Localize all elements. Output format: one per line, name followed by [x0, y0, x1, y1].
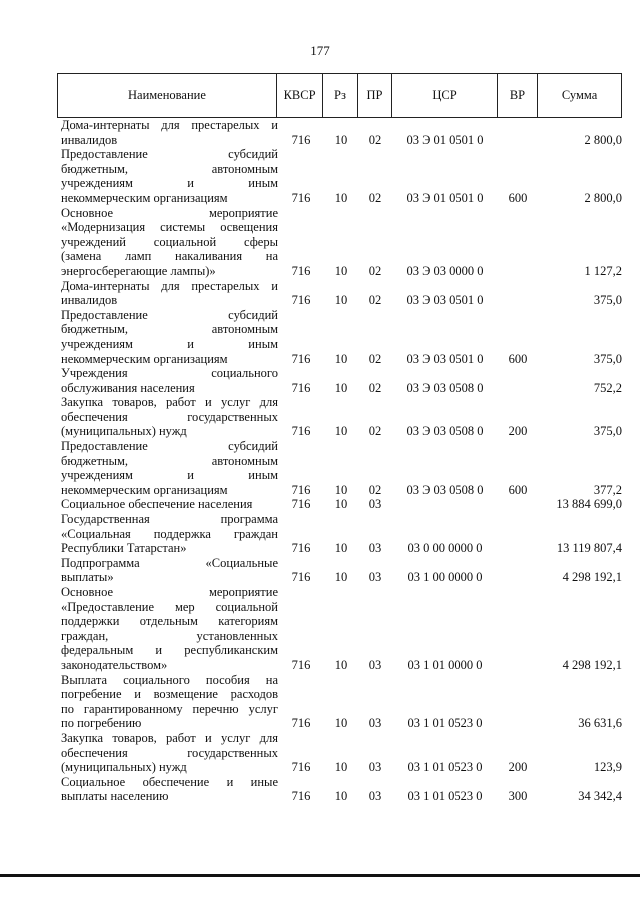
- row-name: [57, 512, 278, 556]
- row-kvsr: 716: [291, 190, 311, 205]
- row-name: [57, 366, 278, 395]
- row-name-line: бюджетным, автономным: [61, 322, 278, 337]
- row-name-line: некоммерческим организациям: [61, 482, 228, 497]
- row-name-line: выплаты населению: [61, 789, 169, 804]
- table-row: [57, 366, 622, 395]
- table-row: [57, 279, 622, 308]
- row-kvsr: 716: [291, 789, 311, 804]
- table-row: [57, 206, 622, 279]
- row-name-line: выплаты»: [61, 570, 114, 585]
- row-name-line: Основное мероприятие: [61, 205, 278, 220]
- row-pr: 02: [368, 482, 382, 497]
- row-csr: 03 Э 03 0508 0: [406, 482, 484, 497]
- row-sum: 375,0: [593, 293, 622, 308]
- row-pr: 03: [368, 657, 382, 672]
- row-kvsr: 716: [291, 380, 311, 395]
- row-name: [57, 395, 278, 439]
- row-pr: 02: [368, 263, 382, 278]
- row-name-line: Предоставление субсидий: [61, 307, 278, 322]
- row-csr: 03 0 00 0000 0: [407, 541, 483, 556]
- row-pr: 03: [368, 789, 382, 804]
- row-name: [57, 279, 278, 308]
- row-name-line: Социальное обеспечение и иные: [61, 774, 278, 789]
- row-name-line: Основное мероприятие: [61, 585, 278, 599]
- row-vr: 300: [508, 789, 528, 804]
- row-name-line: по погребению: [61, 716, 142, 731]
- row-name-line: граждан, установленных: [61, 628, 278, 643]
- row-rz: 10: [334, 293, 348, 308]
- row-name-line: учреждениям и иным: [61, 336, 278, 351]
- row-kvsr: 716: [291, 760, 311, 775]
- row-name-line: инвалидов: [61, 293, 118, 308]
- row-name-line: бюджетным, автономным: [61, 161, 278, 176]
- table-row: [57, 585, 622, 673]
- row-vr: 600: [508, 351, 528, 366]
- row-kvsr: 716: [291, 497, 311, 512]
- row-name-line: некоммерческим организациям: [61, 190, 228, 205]
- row-name-line: (муниципальных) нужд: [61, 760, 187, 775]
- row-pr: 03: [368, 497, 382, 512]
- row-vr: 600: [508, 190, 528, 205]
- row-name-line: обеспечения государственных: [61, 745, 278, 760]
- row-kvsr: 716: [291, 657, 311, 672]
- table-row: [57, 308, 622, 366]
- row-vr: 200: [508, 424, 528, 439]
- row-kvsr: 716: [291, 351, 311, 366]
- row-kvsr: 716: [291, 424, 311, 439]
- row-name-line: Социальное обеспечение населения: [61, 497, 253, 512]
- row-name-line: Подпрограмма «Социальные: [61, 555, 278, 570]
- row-sum: 123,9: [593, 760, 622, 775]
- row-vr: 200: [508, 760, 528, 775]
- row-sum: 1 127,2: [584, 263, 622, 278]
- row-name-line: Республики Татарстан»: [61, 541, 187, 556]
- row-sum: 375,0: [593, 424, 622, 439]
- row-csr: 03 Э 03 0508 0: [406, 424, 484, 439]
- row-rz: 10: [334, 380, 348, 395]
- table-row: [57, 147, 622, 205]
- row-name-line: Учреждения социального: [61, 366, 278, 381]
- row-name-line: Закупка товаров, работ и услуг для: [61, 395, 278, 410]
- table-row: [57, 395, 622, 439]
- row-name-line: Предоставление субсидий: [61, 439, 278, 454]
- row-name-line: обслуживания населения: [61, 380, 195, 395]
- row-rz: 10: [334, 570, 348, 585]
- table-row: [57, 556, 622, 585]
- row-name: [57, 556, 278, 585]
- row-name: [57, 585, 278, 673]
- page-bottom-rule: [0, 874, 640, 877]
- row-name-line: Государственная программа: [61, 512, 278, 527]
- table-row: [57, 512, 622, 556]
- row-sum: 375,0: [593, 351, 622, 366]
- row-name-line: поддержки отдельным категориям: [61, 614, 278, 629]
- row-name-line: учреждениям и иным: [61, 176, 278, 191]
- row-kvsr: 716: [291, 570, 311, 585]
- row-kvsr: 716: [291, 132, 311, 147]
- row-csr: 03 Э 03 0508 0: [406, 380, 484, 395]
- row-kvsr: 716: [291, 482, 311, 497]
- row-rz: 10: [334, 132, 348, 147]
- table-row: [57, 673, 622, 731]
- row-sum: 4 298 192,1: [562, 570, 622, 585]
- row-name: [57, 673, 278, 731]
- row-pr: 02: [368, 380, 382, 395]
- header-name: Наименование: [128, 88, 206, 102]
- row-name: [57, 731, 278, 775]
- row-pr: 02: [368, 293, 382, 308]
- row-sum: 13 119 807,4: [556, 541, 622, 556]
- table-body: [57, 118, 622, 804]
- row-kvsr: 716: [291, 263, 311, 278]
- row-name-line: Дома-интернаты для престарелых и: [61, 278, 278, 293]
- row-pr: 02: [368, 351, 382, 366]
- row-name-line: бюджетным, автономным: [61, 453, 278, 468]
- row-rz: 10: [334, 497, 348, 512]
- row-name-line: Закупка товаров, работ и услуг для: [61, 730, 278, 745]
- table-row: [57, 775, 622, 804]
- row-name-line: по гарантированному перечню услуг: [61, 701, 278, 716]
- row-sum: 34 342,4: [578, 789, 622, 804]
- row-csr: 03 Э 01 0501 0: [406, 132, 484, 147]
- row-name-line: (замена ламп накаливания на: [61, 249, 278, 264]
- row-csr: 03 Э 01 0501 0: [406, 190, 484, 205]
- row-sum: 2 800,0: [584, 132, 622, 147]
- row-name-line: Выплата социального пособия на: [61, 672, 278, 687]
- row-name: [57, 439, 278, 497]
- row-name: [57, 775, 278, 804]
- table-row: [57, 497, 622, 512]
- row-pr: 03: [368, 716, 382, 731]
- row-csr: 03 1 01 0523 0: [407, 760, 483, 775]
- row-name-line: законодательством»: [61, 657, 168, 672]
- row-csr: 03 1 00 0000 0: [407, 570, 483, 585]
- row-sum: 377,2: [593, 482, 622, 497]
- row-name-line: «Предоставление мер социальной: [61, 599, 278, 614]
- row-rz: 10: [334, 789, 348, 804]
- row-csr: 03 1 01 0523 0: [407, 789, 483, 804]
- header-kvsr: КВСР: [276, 74, 322, 117]
- row-sum: 4 298 192,1: [562, 657, 622, 672]
- row-rz: 10: [334, 190, 348, 205]
- row-name-line: обеспечения государственных: [61, 409, 278, 424]
- row-name: [57, 206, 278, 279]
- row-name: [57, 497, 278, 512]
- row-pr: 03: [368, 760, 382, 775]
- header-sum: Сумма: [537, 74, 621, 117]
- row-sum: 36 631,6: [578, 716, 622, 731]
- header-rz: Рз: [322, 74, 357, 117]
- row-kvsr: 716: [291, 293, 311, 308]
- row-rz: 10: [334, 424, 348, 439]
- row-name-line: учреждений социальной сферы: [61, 234, 278, 249]
- row-vr: 600: [508, 482, 528, 497]
- row-name-line: учреждениям и иным: [61, 468, 278, 483]
- row-name-line: Предоставление субсидий: [61, 147, 278, 162]
- row-csr: 03 Э 03 0501 0: [406, 351, 484, 366]
- table-header: [57, 73, 622, 118]
- row-csr: 03 Э 03 0000 0: [406, 263, 484, 278]
- row-csr: 03 1 01 0523 0: [407, 716, 483, 731]
- header-pr: ПР: [357, 74, 392, 117]
- row-sum: 2 800,0: [584, 190, 622, 205]
- row-pr: 02: [368, 424, 382, 439]
- row-rz: 10: [334, 263, 348, 278]
- row-name-line: инвалидов: [61, 132, 118, 147]
- row-name: [57, 308, 278, 366]
- row-rz: 10: [334, 482, 348, 497]
- header-csr: ЦСР: [391, 74, 497, 117]
- row-rz: 10: [334, 716, 348, 731]
- header-vr: ВР: [497, 74, 537, 117]
- row-csr: 03 1 01 0000 0: [407, 657, 483, 672]
- row-kvsr: 716: [291, 716, 311, 731]
- table-row: [57, 439, 622, 497]
- row-name-line: «Социальная поддержка граждан: [61, 526, 278, 541]
- row-sum: 752,2: [593, 380, 622, 395]
- row-pr: 03: [368, 541, 382, 556]
- row-rz: 10: [334, 351, 348, 366]
- row-rz: 10: [334, 657, 348, 672]
- row-name-line: некоммерческим организациям: [61, 351, 228, 366]
- row-name-line: (муниципальных) нужд: [61, 424, 187, 439]
- page-number: 177: [310, 43, 330, 58]
- row-name-line: Дома-интернаты для престарелых и: [61, 118, 278, 132]
- row-name-line: федеральным и республиканским: [61, 643, 278, 658]
- table-row: [57, 731, 622, 775]
- row-rz: 10: [334, 541, 348, 556]
- row-name: [57, 147, 278, 205]
- row-rz: 10: [334, 760, 348, 775]
- row-name-line: погребение и возмещение расходов: [61, 687, 278, 702]
- row-name-line: «Модернизация системы освещения: [61, 220, 278, 235]
- row-name-line: энергосберегающие лампы)»: [61, 263, 216, 278]
- row-pr: 03: [368, 570, 382, 585]
- row-sum: 13 884 699,0: [556, 497, 622, 512]
- row-name: [57, 118, 278, 147]
- table-row: [57, 118, 622, 147]
- row-pr: 02: [368, 132, 382, 147]
- row-csr: 03 Э 03 0501 0: [406, 293, 484, 308]
- row-kvsr: 716: [291, 541, 311, 556]
- row-pr: 02: [368, 190, 382, 205]
